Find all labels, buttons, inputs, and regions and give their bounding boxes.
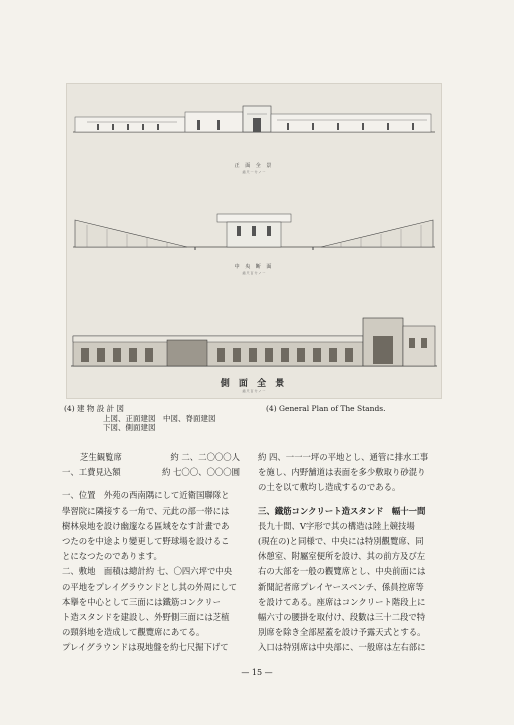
side-elevation-panel <box>67 296 441 398</box>
text-line: つたのを中途より變更して野球場を設けるこ <box>62 536 230 547</box>
figure-caption-english: (4) General Plan of The Stands. <box>266 404 386 413</box>
text-line: の頸斜地を造成して觀覽席にあてる。 <box>62 627 205 638</box>
text-line: を施し、内野舗道は表面を多少敷取り砂混り <box>258 467 426 478</box>
figure-plate <box>66 83 442 399</box>
text-line: 休憩室、附屬室便所を設け、其の前方及び左 <box>258 551 426 562</box>
panel-scale: 縮 尺 百 分 ノ 一 <box>242 271 266 275</box>
text-line: 別席を除き全部屋蓋を設け予露天式とする。 <box>258 627 426 638</box>
stat-row <box>62 450 250 465</box>
text-line: を設けてある。座席はコンクリート階段上に <box>258 596 426 607</box>
panel-title: 中 央 断 面 <box>234 264 274 270</box>
panel-title: 側 面 全 景 <box>220 379 288 389</box>
stat-label: 芝生観覧席 <box>80 452 122 462</box>
stat-label: 一、工費見込額 <box>62 467 121 478</box>
left-text-column <box>62 450 250 656</box>
caption-line: (4) 建 物 設 計 図 <box>64 404 125 413</box>
caption-line: 下図、側面建図 <box>103 423 156 432</box>
stat-value: 約 二、二〇〇〇人 <box>170 452 240 462</box>
text-line: (現在の)と同様で、中央には特別觀覽席、同 <box>258 536 424 547</box>
panel-scale: 縮 尺 一 分 ノ 一 <box>242 170 266 174</box>
stat-row <box>62 465 250 480</box>
text-line: 新聞記者席プレイヤースベンチ、係員控席等 <box>258 581 424 592</box>
text-line: 二、敷地 面積は總計約 七、〇四六坪で中央 <box>62 566 233 577</box>
text-line: 三、鐵筋コンクリート造スタンド 幅十一間 <box>258 505 426 516</box>
text-line: 本擧を中心として三面には鐵筋コンクリー <box>62 596 221 607</box>
text-line: の土を以て敷均し造成するのである。 <box>258 482 401 493</box>
text-line: 一、位置 外苑の西南隅にして近衛国聯隊と <box>62 490 230 501</box>
text-line: 右の大部を一般の觀覽席とし、中央前面には <box>258 566 426 577</box>
text-line: 入口は特別席は中央部に、一般席は左右部に <box>258 642 426 653</box>
text-line: プレイグラウンドは現地盤を約七尺掘下げて <box>62 642 229 653</box>
text-line: 學習院に隣接する一角で、元此の部一帯には <box>62 505 230 516</box>
figure-caption-japanese <box>64 404 264 433</box>
text-line: ト造スタンドを建設し、外野側三面には芝植 <box>62 612 230 623</box>
panel-title: 正 面 全 景 <box>234 163 274 169</box>
page-number: — 15 — <box>241 668 273 677</box>
text-line: とになつたのであります。 <box>62 551 162 562</box>
section-panel <box>67 192 441 288</box>
panel-scale: 縮 尺 百 分 ノ 一 <box>242 389 266 393</box>
text-line: 約 四、一一一坪の平地とし、通管に排水工事 <box>258 452 429 462</box>
text-line: 幅六寸の腰掛を取付け、段數は三十二段で特 <box>258 612 426 623</box>
text-line: 樹林泉地を設け幽邃なる區域をなす計畫であ <box>62 520 230 531</box>
text-line: の平地をプレイグラウンドとし其の外周にして <box>62 581 237 592</box>
text-line: 長九十間、V字形で其の構造は陸上競技場 <box>258 520 415 531</box>
front-elevation-panel <box>67 84 441 176</box>
caption-line: 上図、正面建図 中図、脊面建図 <box>103 413 216 423</box>
stat-value: 約 七〇〇、〇〇〇圓 <box>161 467 240 478</box>
right-text-column <box>258 450 446 656</box>
